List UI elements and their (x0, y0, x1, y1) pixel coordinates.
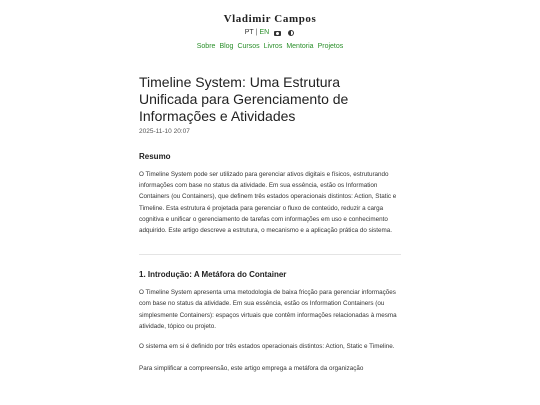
site-header (0, 0, 540, 52)
main-nav (0, 42, 540, 52)
lang-pt-link[interactable]: PT (244, 29, 254, 36)
site-title[interactable]: Vladimir Campos (223, 13, 317, 25)
post-title: Timeline System: Uma Estrutura Unificada para Gerenciamento de Informações e Atividades (139, 74, 349, 124)
section-divider (139, 254, 401, 255)
nav-item-sobre[interactable]: Sobre (196, 43, 216, 50)
intro-heading: 1. Introdução: A Metáfora do Container (139, 270, 287, 280)
intro-paragraph-2: O sistema em si é definido por três estados operacionais distintos: Action, Static e Timeline. (139, 343, 395, 351)
blog-post (139, 74, 401, 374)
post-date: 2025-11-10 20:07 (139, 128, 190, 135)
nav-item-mentoria[interactable]: Mentoria (286, 43, 314, 50)
lang-separator: | (255, 29, 258, 36)
nav-item-livros[interactable]: Livros (263, 43, 283, 50)
lang-en-link[interactable]: EN (259, 29, 270, 36)
intro-paragraph-3: Para simplificar a compreensão, este artigo emprega a metáfora da organização (139, 365, 364, 373)
abstract-paragraph: O Timeline System pode ser utilizado para gerenciar ativos digitais e físicos, estruturando informações com base no status da atividade. Em sua essência, estão os Information Containers (ou Containers), que definem três estados operacionais distintos: Action, Static e Timeline. Esta estrutura é projetada para gerenciar o fluxo de conteúdo, reduzir a carga cognitiva e unificar o gerenciamento de tarefas com informações em uso e conhecimento adquirido. Este artigo descreve a estrutura, o mecanismo e a aplicação prática do sistema. (139, 171, 397, 235)
contrast-icon[interactable] (286, 29, 295, 38)
nav-item-cursos[interactable]: Cursos (237, 43, 260, 50)
abstract-heading: Resumo (139, 152, 171, 161)
language-switcher (0, 28, 540, 38)
camera-icon[interactable] (273, 29, 282, 38)
intro-paragraph-1: O Timeline System apresenta uma metodologia de baixa fricção para gerenciar informações com base no status da atividade. Em sua essência, estão os Information Containers (ou simplesmente Containers): espaços virtuais que contêm informações relacionadas à mesma atividade, tópico ou projeto. (139, 289, 397, 330)
nav-item-blog[interactable]: Blog (219, 43, 234, 50)
nav-item-projetos[interactable]: Projetos (317, 43, 344, 50)
